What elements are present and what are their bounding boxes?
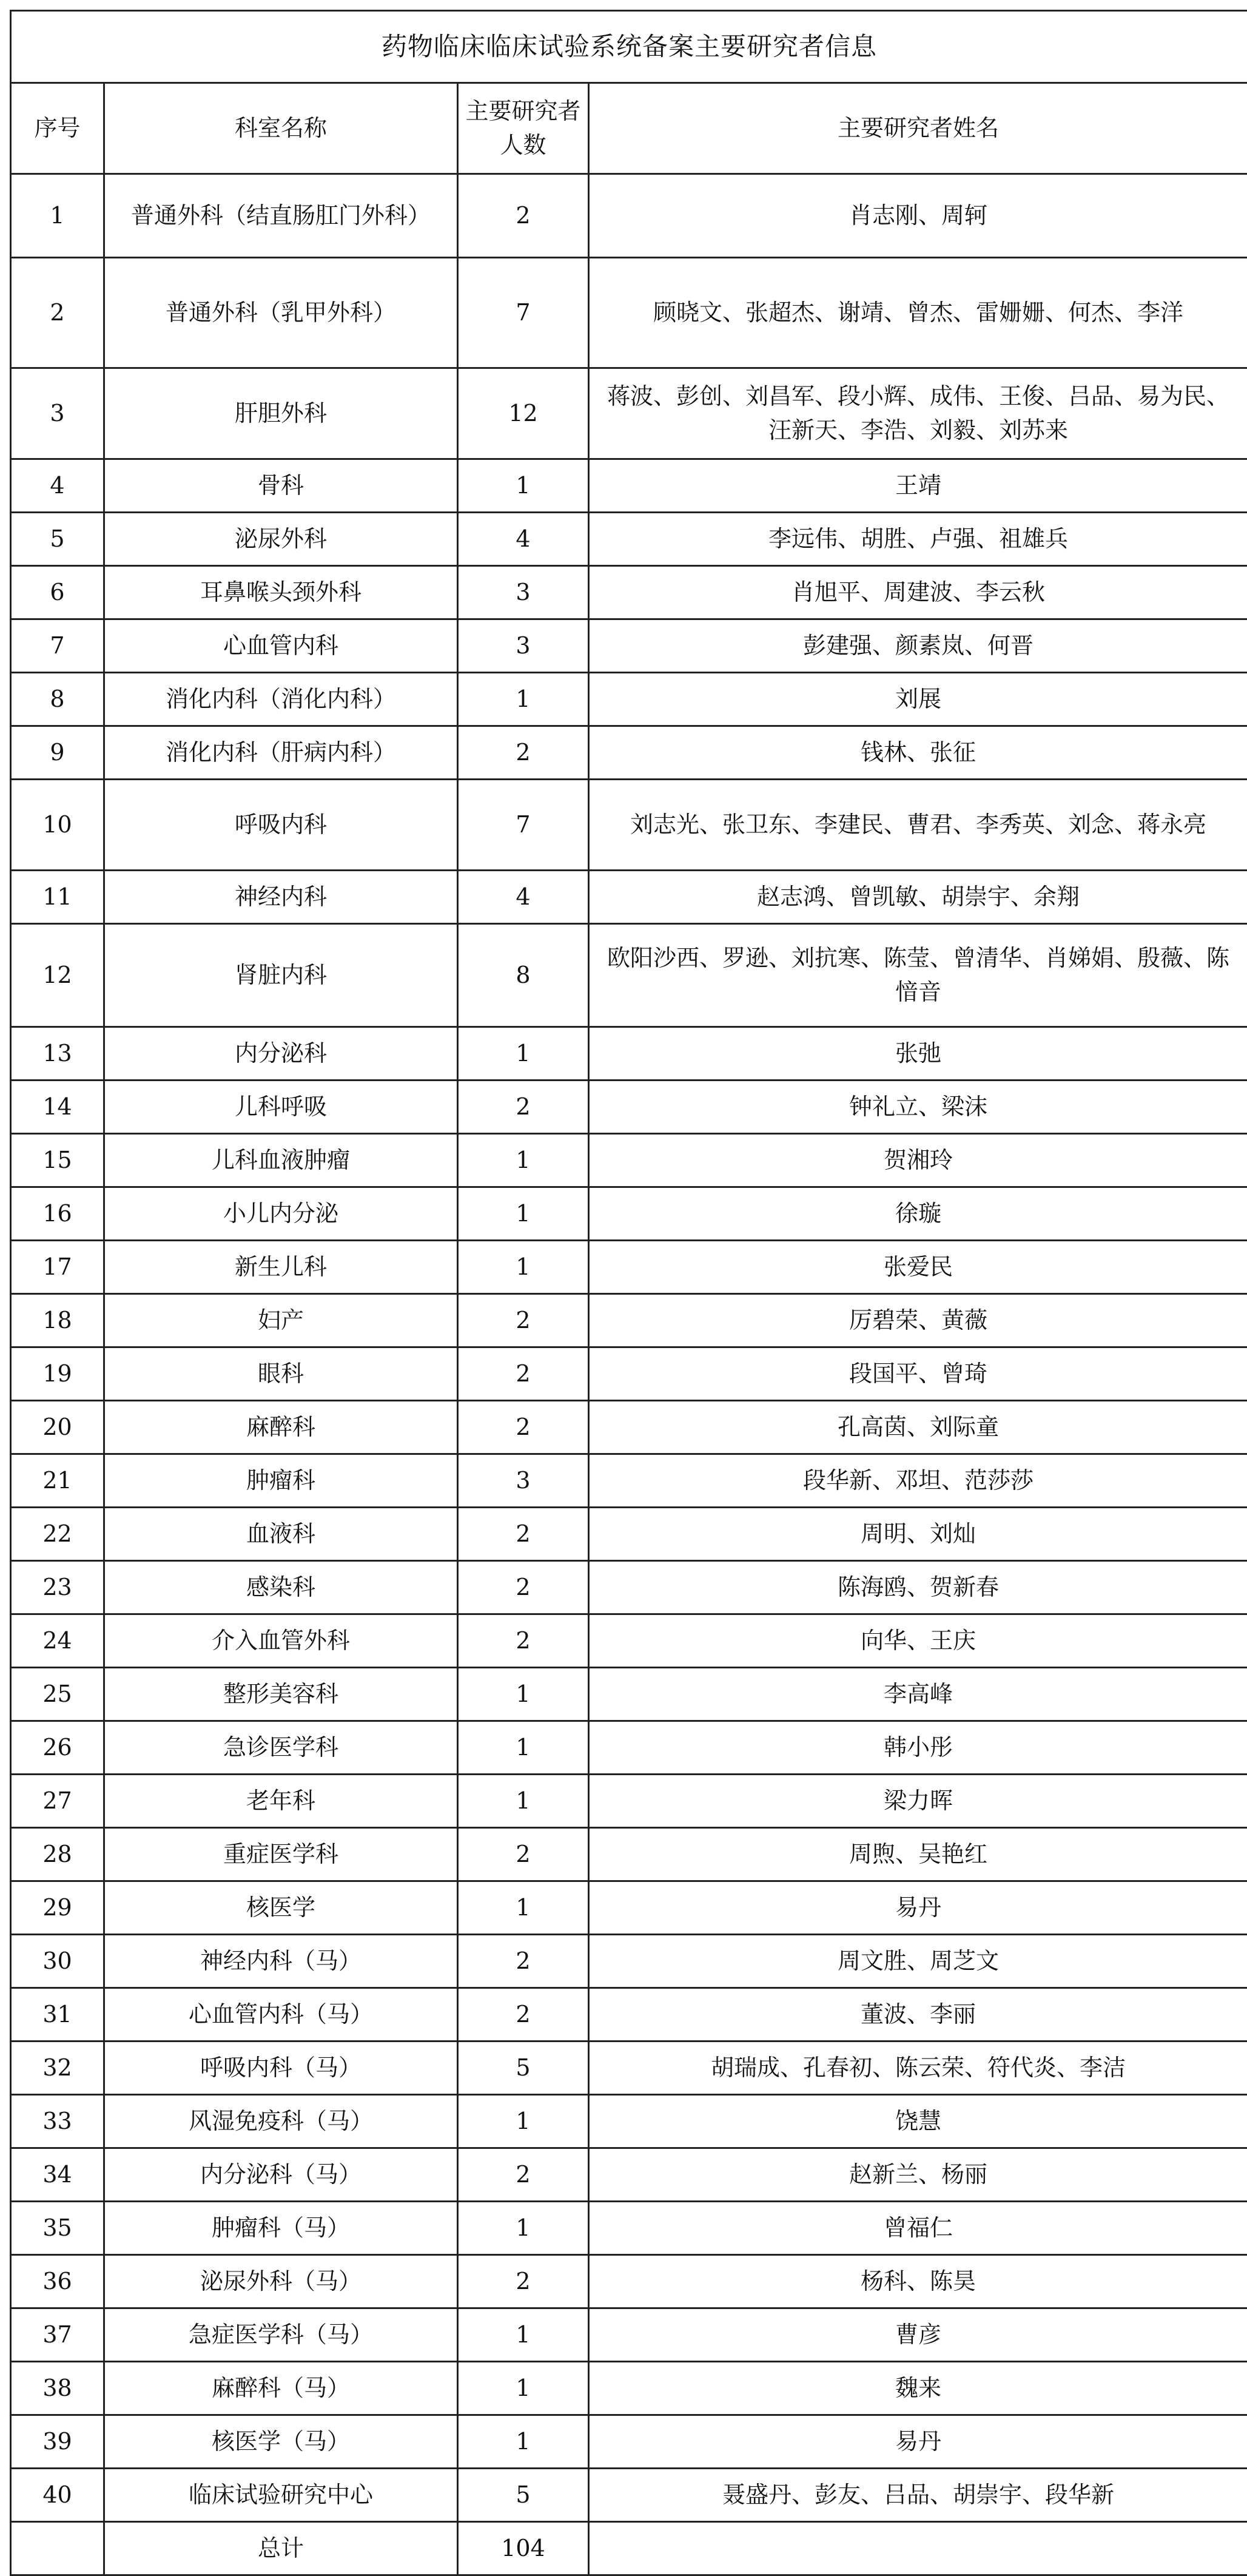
row-department: 儿科血液肿瘤 — [104, 1134, 458, 1187]
total-count: 104 — [458, 2522, 589, 2575]
document-title: 药物临床临床试验系统备案主要研究者信息 — [11, 11, 1247, 83]
table-row — [11, 1134, 1247, 1187]
row-index: 26 — [11, 1721, 104, 1775]
row-department: 急诊医学科 — [104, 1721, 458, 1775]
row-names: 徐璇 — [589, 1187, 1247, 1241]
table-row — [11, 1988, 1247, 2042]
table-row — [11, 673, 1247, 726]
total-label: 总计 — [104, 2522, 458, 2575]
row-index: 13 — [11, 1027, 104, 1081]
row-department: 重症医学科 — [104, 1828, 458, 1881]
row-department: 泌尿外科 — [104, 513, 458, 566]
row-index: 5 — [11, 513, 104, 566]
table-row — [11, 1721, 1247, 1775]
table-row — [11, 1347, 1247, 1401]
row-department: 泌尿外科（马） — [104, 2255, 458, 2308]
row-department: 肝胆外科 — [104, 368, 458, 459]
row-department: 呼吸内科（马） — [104, 2042, 458, 2095]
row-names: 钟礼立、梁沫 — [589, 1081, 1247, 1134]
table-row — [11, 726, 1247, 780]
row-count: 1 — [458, 1187, 589, 1241]
row-department: 麻醉科（马） — [104, 2362, 458, 2415]
row-index: 1 — [11, 174, 104, 258]
row-index: 33 — [11, 2095, 104, 2148]
row-names: 魏来 — [589, 2362, 1247, 2415]
row-index: 25 — [11, 1668, 104, 1721]
row-index: 14 — [11, 1081, 104, 1134]
row-index: 23 — [11, 1561, 104, 1614]
row-count: 2 — [458, 1828, 589, 1881]
row-names: 杨科、陈昊 — [589, 2255, 1247, 2308]
table-row — [11, 619, 1247, 673]
row-names: 肖志刚、周轲 — [589, 174, 1247, 258]
table-row — [11, 1027, 1247, 1081]
row-index: 9 — [11, 726, 104, 780]
row-names: 段国平、曾琦 — [589, 1347, 1247, 1401]
row-index: 2 — [11, 258, 104, 368]
table-row — [11, 1614, 1247, 1668]
table-row — [11, 2308, 1247, 2362]
table-row — [11, 1561, 1247, 1614]
row-names: 顾晓文、张超杰、谢靖、曾杰、雷姗姗、何杰、李洋 — [589, 258, 1247, 368]
row-names: 张爱民 — [589, 1241, 1247, 1294]
row-count: 12 — [458, 368, 589, 459]
row-department: 急症医学科（马） — [104, 2308, 458, 2362]
row-index: 32 — [11, 2042, 104, 2095]
row-count: 1 — [458, 459, 589, 513]
row-department: 新生儿科 — [104, 1241, 458, 1294]
row-count: 2 — [458, 1347, 589, 1401]
researcher-table — [10, 10, 1247, 2576]
row-count: 2 — [458, 2148, 589, 2202]
row-names: 向华、王庆 — [589, 1614, 1247, 1668]
row-count: 4 — [458, 871, 589, 924]
header-names: 主要研究者姓名 — [589, 83, 1247, 174]
row-department: 神经内科（马） — [104, 1935, 458, 1988]
table-row — [11, 1187, 1247, 1241]
row-index: 7 — [11, 619, 104, 673]
row-count: 5 — [458, 2042, 589, 2095]
row-count: 2 — [458, 1508, 589, 1561]
row-department: 内分泌科（马） — [104, 2148, 458, 2202]
row-count: 1 — [458, 1721, 589, 1775]
row-department: 临床试验研究中心 — [104, 2469, 458, 2522]
row-count: 5 — [458, 2469, 589, 2522]
row-department: 普通外科（结直肠肛门外科） — [104, 174, 458, 258]
row-names: 陈海鸥、贺新春 — [589, 1561, 1247, 1614]
row-names: 孔高茵、刘际童 — [589, 1401, 1247, 1454]
table-row — [11, 871, 1247, 924]
row-department: 老年科 — [104, 1775, 458, 1828]
row-department: 风湿免疫科（马） — [104, 2095, 458, 2148]
row-count: 2 — [458, 726, 589, 780]
table-row — [11, 924, 1247, 1027]
row-names: 饶慧 — [589, 2095, 1247, 2148]
table-row — [11, 1881, 1247, 1935]
row-names: 赵志鸿、曾凯敏、胡崇宇、余翔 — [589, 871, 1247, 924]
row-count: 7 — [458, 780, 589, 871]
row-department: 心血管内科（马） — [104, 1988, 458, 2042]
row-department: 消化内科（消化内科） — [104, 673, 458, 726]
row-count: 1 — [458, 2415, 589, 2469]
total-names-blank — [589, 2522, 1247, 2575]
table-row — [11, 174, 1247, 258]
row-names: 蒋波、彭创、刘昌军、段小辉、成伟、王俊、吕品、易为民、汪新天、李浩、刘毅、刘苏来 — [589, 368, 1247, 459]
row-count: 1 — [458, 1027, 589, 1081]
row-names: 胡瑞成、孔春初、陈云荣、符代炎、李洁 — [589, 2042, 1247, 2095]
row-names: 赵新兰、杨丽 — [589, 2148, 1247, 2202]
row-count: 2 — [458, 2255, 589, 2308]
row-names: 欧阳沙西、罗逊、刘抗寒、陈莹、曾清华、肖娣娟、殷薇、陈愔音 — [589, 924, 1247, 1027]
row-count: 8 — [458, 924, 589, 1027]
row-department: 感染科 — [104, 1561, 458, 1614]
row-department: 肿瘤科 — [104, 1454, 458, 1508]
row-names: 曾福仁 — [589, 2202, 1247, 2255]
table-row — [11, 2042, 1247, 2095]
row-count: 2 — [458, 1988, 589, 2042]
table-row — [11, 1775, 1247, 1828]
row-names: 钱林、张征 — [589, 726, 1247, 780]
row-index: 11 — [11, 871, 104, 924]
row-names: 贺湘玲 — [589, 1134, 1247, 1187]
row-count: 1 — [458, 1241, 589, 1294]
row-count: 3 — [458, 619, 589, 673]
row-department: 小儿内分泌 — [104, 1187, 458, 1241]
row-index: 12 — [11, 924, 104, 1027]
row-count: 1 — [458, 1775, 589, 1828]
row-names: 王靖 — [589, 459, 1247, 513]
row-count: 1 — [458, 673, 589, 726]
row-names: 彭建强、颜素岚、何晋 — [589, 619, 1247, 673]
row-index: 28 — [11, 1828, 104, 1881]
row-index: 8 — [11, 673, 104, 726]
table-row — [11, 368, 1247, 459]
row-index: 29 — [11, 1881, 104, 1935]
row-count: 1 — [458, 1881, 589, 1935]
row-names: 周明、刘灿 — [589, 1508, 1247, 1561]
total-blank — [11, 2522, 104, 2575]
row-index: 19 — [11, 1347, 104, 1401]
row-department: 血液科 — [104, 1508, 458, 1561]
row-names: 刘展 — [589, 673, 1247, 726]
row-count: 1 — [458, 2202, 589, 2255]
row-index: 6 — [11, 566, 104, 619]
row-index: 20 — [11, 1401, 104, 1454]
row-department: 眼科 — [104, 1347, 458, 1401]
row-count: 2 — [458, 1935, 589, 1988]
row-department: 肿瘤科（马） — [104, 2202, 458, 2255]
document-sheet — [10, 10, 1247, 2508]
table-row — [11, 1081, 1247, 1134]
table-row — [11, 1454, 1247, 1508]
table-row — [11, 1935, 1247, 1988]
table-row — [11, 1294, 1247, 1347]
header-row — [11, 83, 1247, 174]
table-row — [11, 2469, 1247, 2522]
row-names: 李远伟、胡胜、卢强、祖雄兵 — [589, 513, 1247, 566]
row-index: 3 — [11, 368, 104, 459]
total-row — [11, 2522, 1247, 2575]
row-names: 董波、李丽 — [589, 1988, 1247, 2042]
row-count: 2 — [458, 1081, 589, 1134]
table-row — [11, 2095, 1247, 2148]
row-department: 耳鼻喉头颈外科 — [104, 566, 458, 619]
row-department: 心血管内科 — [104, 619, 458, 673]
row-index: 31 — [11, 1988, 104, 2042]
table-row — [11, 566, 1247, 619]
row-department: 整形美容科 — [104, 1668, 458, 1721]
row-department: 神经内科 — [104, 871, 458, 924]
row-department: 消化内科（肝病内科） — [104, 726, 458, 780]
row-names: 刘志光、张卫东、李建民、曹君、李秀英、刘念、蒋永亮 — [589, 780, 1247, 871]
header-department: 科室名称 — [104, 83, 458, 174]
table-body — [11, 174, 1247, 2575]
row-index: 35 — [11, 2202, 104, 2255]
row-index: 38 — [11, 2362, 104, 2415]
row-department: 肾脏内科 — [104, 924, 458, 1027]
table-row — [11, 2362, 1247, 2415]
row-index: 30 — [11, 1935, 104, 1988]
row-count: 1 — [458, 2308, 589, 2362]
row-count: 3 — [458, 566, 589, 619]
table-row — [11, 2415, 1247, 2469]
row-count: 2 — [458, 1614, 589, 1668]
row-names: 韩小彤 — [589, 1721, 1247, 1775]
table-row — [11, 1241, 1247, 1294]
row-index: 16 — [11, 1187, 104, 1241]
header-count: 主要研究者人数 — [458, 83, 589, 174]
row-count: 1 — [458, 1134, 589, 1187]
row-names: 周文胜、周芝文 — [589, 1935, 1247, 1988]
row-department: 呼吸内科 — [104, 780, 458, 871]
row-index: 40 — [11, 2469, 104, 2522]
row-index: 4 — [11, 459, 104, 513]
row-names: 易丹 — [589, 1881, 1247, 1935]
row-department: 骨科 — [104, 459, 458, 513]
row-index: 10 — [11, 780, 104, 871]
table-row — [11, 459, 1247, 513]
table-row — [11, 1668, 1247, 1721]
table-row — [11, 1401, 1247, 1454]
row-index: 22 — [11, 1508, 104, 1561]
row-names: 曹彦 — [589, 2308, 1247, 2362]
row-names: 周煦、吴艳红 — [589, 1828, 1247, 1881]
table-row — [11, 258, 1247, 368]
row-index: 36 — [11, 2255, 104, 2308]
table-row — [11, 780, 1247, 871]
row-count: 4 — [458, 513, 589, 566]
row-index: 34 — [11, 2148, 104, 2202]
row-count: 2 — [458, 1561, 589, 1614]
row-count: 1 — [458, 2362, 589, 2415]
row-index: 24 — [11, 1614, 104, 1668]
row-count: 1 — [458, 2095, 589, 2148]
row-department: 妇产 — [104, 1294, 458, 1347]
row-names: 梁力晖 — [589, 1775, 1247, 1828]
table-row — [11, 1828, 1247, 1881]
table-row — [11, 513, 1247, 566]
table-row — [11, 2202, 1247, 2255]
row-index: 39 — [11, 2415, 104, 2469]
row-department: 介入血管外科 — [104, 1614, 458, 1668]
row-names: 张弛 — [589, 1027, 1247, 1081]
row-names: 易丹 — [589, 2415, 1247, 2469]
row-index: 15 — [11, 1134, 104, 1187]
row-count: 1 — [458, 1668, 589, 1721]
row-count: 2 — [458, 1401, 589, 1454]
row-department: 核医学（马） — [104, 2415, 458, 2469]
row-names: 厉碧荣、黄薇 — [589, 1294, 1247, 1347]
row-department: 麻醉科 — [104, 1401, 458, 1454]
row-index: 27 — [11, 1775, 104, 1828]
row-names: 聂盛丹、彭友、吕品、胡崇宇、段华新 — [589, 2469, 1247, 2522]
row-count: 2 — [458, 174, 589, 258]
row-department: 普通外科（乳甲外科） — [104, 258, 458, 368]
row-index: 37 — [11, 2308, 104, 2362]
title-row — [11, 11, 1247, 83]
row-names: 段华新、邓坦、范莎莎 — [589, 1454, 1247, 1508]
row-count: 7 — [458, 258, 589, 368]
row-count: 2 — [458, 1294, 589, 1347]
row-index: 17 — [11, 1241, 104, 1294]
row-department: 儿科呼吸 — [104, 1081, 458, 1134]
row-department: 内分泌科 — [104, 1027, 458, 1081]
header-index: 序号 — [11, 83, 104, 174]
row-names: 李高峰 — [589, 1668, 1247, 1721]
table-row — [11, 1508, 1247, 1561]
row-count: 3 — [458, 1454, 589, 1508]
row-department: 核医学 — [104, 1881, 458, 1935]
table-row — [11, 2148, 1247, 2202]
table-row — [11, 2255, 1247, 2308]
row-index: 21 — [11, 1454, 104, 1508]
row-index: 18 — [11, 1294, 104, 1347]
row-names: 肖旭平、周建波、李云秋 — [589, 566, 1247, 619]
